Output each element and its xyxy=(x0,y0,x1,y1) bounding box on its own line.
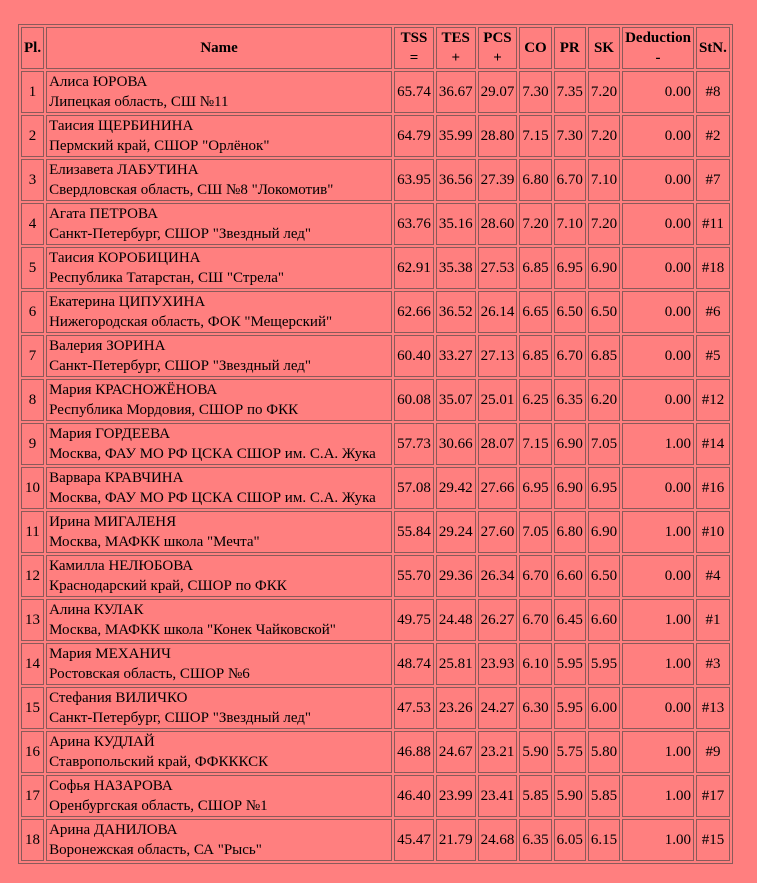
deduction-cell: 0.00 xyxy=(622,203,694,245)
co-cell: 5.85 xyxy=(519,775,551,817)
pr-cell: 6.50 xyxy=(554,291,586,333)
tes-cell: 36.56 xyxy=(436,159,476,201)
table-row xyxy=(21,467,730,509)
skater-name: Таисия КОРОБИЦИНА xyxy=(49,250,201,266)
tes-cell: 30.66 xyxy=(436,423,476,465)
sk-cell: 6.50 xyxy=(588,555,620,597)
header-pcs-op: + xyxy=(493,50,502,66)
co-cell: 7.15 xyxy=(519,423,551,465)
table-row xyxy=(21,247,730,289)
skater-name: Стефания ВИЛИЧКО xyxy=(49,690,188,706)
co-cell: 6.25 xyxy=(519,379,551,421)
skater-club: Ростовская область, СШОР №6 xyxy=(49,666,250,682)
skater-cell xyxy=(46,115,392,157)
skater-club: Республика Мордовия, СШОР по ФКК xyxy=(49,402,299,418)
table-body xyxy=(21,71,730,861)
sk-cell: 6.95 xyxy=(588,467,620,509)
header-deduction xyxy=(622,27,694,69)
header-tss xyxy=(394,27,434,69)
start-number-cell: #15 xyxy=(696,819,730,861)
skater-name: Варвара КРАВЧИНА xyxy=(49,470,184,486)
header-sk: SK xyxy=(588,27,620,69)
pr-cell: 6.70 xyxy=(554,335,586,377)
pr-cell: 5.75 xyxy=(554,731,586,773)
start-number-cell: #2 xyxy=(696,115,730,157)
sk-cell: 7.20 xyxy=(588,71,620,113)
co-cell: 6.80 xyxy=(519,159,551,201)
tes-cell: 23.99 xyxy=(436,775,476,817)
place-cell: 17 xyxy=(21,775,44,817)
pcs-cell: 24.27 xyxy=(478,687,518,729)
tes-cell: 29.24 xyxy=(436,511,476,553)
place-cell: 13 xyxy=(21,599,44,641)
header-deduction-label: Deduction xyxy=(625,30,691,46)
sk-cell: 6.85 xyxy=(588,335,620,377)
tes-cell: 29.42 xyxy=(436,467,476,509)
results-table xyxy=(18,24,733,864)
deduction-cell: 1.00 xyxy=(622,599,694,641)
co-cell: 6.35 xyxy=(519,819,551,861)
tss-cell: 64.79 xyxy=(394,115,434,157)
table-row xyxy=(21,115,730,157)
start-number-cell: #5 xyxy=(696,335,730,377)
skater-name: Мария МЕХАНИЧ xyxy=(49,646,171,662)
table-row xyxy=(21,775,730,817)
start-number-cell: #8 xyxy=(696,71,730,113)
skater-cell xyxy=(46,687,392,729)
start-number-cell: #11 xyxy=(696,203,730,245)
start-number-cell: #12 xyxy=(696,379,730,421)
place-cell: 6 xyxy=(21,291,44,333)
tss-cell: 45.47 xyxy=(394,819,434,861)
place-cell: 12 xyxy=(21,555,44,597)
skater-club: Нижегородская область, ФОК "Мещерский" xyxy=(49,314,333,330)
start-number-cell: #7 xyxy=(696,159,730,201)
table-row xyxy=(21,643,730,685)
tes-cell: 25.81 xyxy=(436,643,476,685)
place-cell: 2 xyxy=(21,115,44,157)
skater-name: Арина КУДЛАЙ xyxy=(49,734,155,750)
sk-cell: 6.60 xyxy=(588,599,620,641)
table-header xyxy=(21,27,730,69)
pr-cell: 5.95 xyxy=(554,687,586,729)
pcs-cell: 26.27 xyxy=(478,599,518,641)
tss-cell: 60.08 xyxy=(394,379,434,421)
header-name: Name xyxy=(46,27,392,69)
header-pcs-label: PCS xyxy=(483,30,512,46)
pcs-cell: 23.93 xyxy=(478,643,518,685)
co-cell: 6.65 xyxy=(519,291,551,333)
deduction-cell: 0.00 xyxy=(622,687,694,729)
skater-cell xyxy=(46,775,392,817)
tes-cell: 35.38 xyxy=(436,247,476,289)
pcs-cell: 23.21 xyxy=(478,731,518,773)
tss-cell: 62.66 xyxy=(394,291,434,333)
skater-name: Алиса ЮРОВА xyxy=(49,74,148,90)
deduction-cell: 0.00 xyxy=(622,159,694,201)
skater-cell xyxy=(46,555,392,597)
co-cell: 7.05 xyxy=(519,511,551,553)
header-co: CO xyxy=(519,27,551,69)
deduction-cell: 1.00 xyxy=(622,775,694,817)
co-cell: 6.10 xyxy=(519,643,551,685)
header-pr: PR xyxy=(554,27,586,69)
deduction-cell: 1.00 xyxy=(622,819,694,861)
tes-cell: 35.99 xyxy=(436,115,476,157)
start-number-cell: #18 xyxy=(696,247,730,289)
co-cell: 7.20 xyxy=(519,203,551,245)
co-cell: 6.95 xyxy=(519,467,551,509)
sk-cell: 6.50 xyxy=(588,291,620,333)
tss-cell: 63.76 xyxy=(394,203,434,245)
skater-club: Республика Татарстан, СШ "Стрела" xyxy=(49,270,285,286)
place-cell: 4 xyxy=(21,203,44,245)
header-tss-label: TSS xyxy=(400,30,428,46)
place-cell: 5 xyxy=(21,247,44,289)
sk-cell: 7.10 xyxy=(588,159,620,201)
skater-cell xyxy=(46,247,392,289)
pcs-cell: 28.80 xyxy=(478,115,518,157)
skater-cell xyxy=(46,291,392,333)
skater-club: Москва, ФАУ МО РФ ЦСКА СШОР им. С.А. Жука xyxy=(49,490,376,506)
start-number-cell: #6 xyxy=(696,291,730,333)
pcs-cell: 27.60 xyxy=(478,511,518,553)
pcs-cell: 29.07 xyxy=(478,71,518,113)
skater-cell xyxy=(46,819,392,861)
tes-cell: 33.27 xyxy=(436,335,476,377)
skater-cell xyxy=(46,731,392,773)
place-cell: 9 xyxy=(21,423,44,465)
skater-cell xyxy=(46,467,392,509)
tes-cell: 23.26 xyxy=(436,687,476,729)
deduction-cell: 1.00 xyxy=(622,511,694,553)
pr-cell: 6.95 xyxy=(554,247,586,289)
pcs-cell: 23.41 xyxy=(478,775,518,817)
skater-name: Таисия ЩЕРБИНИНА xyxy=(49,118,194,134)
pr-cell: 7.10 xyxy=(554,203,586,245)
pcs-cell: 24.68 xyxy=(478,819,518,861)
start-number-cell: #10 xyxy=(696,511,730,553)
tes-cell: 36.67 xyxy=(436,71,476,113)
sk-cell: 7.20 xyxy=(588,115,620,157)
pcs-cell: 28.60 xyxy=(478,203,518,245)
skater-club: Москва, МАФКК школа "Мечта" xyxy=(49,534,260,550)
skater-name: Софья НАЗАРОВА xyxy=(49,778,173,794)
pr-cell: 6.90 xyxy=(554,423,586,465)
tss-cell: 49.75 xyxy=(394,599,434,641)
table-row xyxy=(21,599,730,641)
place-cell: 14 xyxy=(21,643,44,685)
header-tes-label: TES xyxy=(441,30,470,46)
table-row xyxy=(21,511,730,553)
skater-cell xyxy=(46,599,392,641)
tes-cell: 35.07 xyxy=(436,379,476,421)
start-number-cell: #9 xyxy=(696,731,730,773)
skater-cell xyxy=(46,159,392,201)
tes-cell: 21.79 xyxy=(436,819,476,861)
header-row xyxy=(21,27,730,69)
place-cell: 1 xyxy=(21,71,44,113)
pr-cell: 6.70 xyxy=(554,159,586,201)
sk-cell: 6.00 xyxy=(588,687,620,729)
skater-club: Липецкая область, СШ №11 xyxy=(49,94,229,110)
pcs-cell: 27.13 xyxy=(478,335,518,377)
co-cell: 6.85 xyxy=(519,335,551,377)
header-tss-op: = xyxy=(409,50,419,66)
tes-cell: 24.67 xyxy=(436,731,476,773)
pcs-cell: 26.34 xyxy=(478,555,518,597)
tes-cell: 24.48 xyxy=(436,599,476,641)
co-cell: 6.30 xyxy=(519,687,551,729)
pr-cell: 6.60 xyxy=(554,555,586,597)
deduction-cell: 0.00 xyxy=(622,115,694,157)
tss-cell: 60.40 xyxy=(394,335,434,377)
sk-cell: 5.80 xyxy=(588,731,620,773)
skater-name: Мария ГОРДЕЕВА xyxy=(49,426,171,442)
co-cell: 7.30 xyxy=(519,71,551,113)
co-cell: 6.70 xyxy=(519,555,551,597)
place-cell: 10 xyxy=(21,467,44,509)
table-row xyxy=(21,71,730,113)
deduction-cell: 0.00 xyxy=(622,555,694,597)
skater-name: Елизавета ЛАБУТИНА xyxy=(49,162,199,178)
skater-name: Ирина МИГАЛЕНЯ xyxy=(49,514,177,530)
skater-club: Москва, МАФКК школа "Конек Чайковской" xyxy=(49,622,336,638)
skater-club: Воронежская область, СА "Рысь" xyxy=(49,842,262,858)
pcs-cell: 27.39 xyxy=(478,159,518,201)
skater-cell xyxy=(46,335,392,377)
pr-cell: 6.35 xyxy=(554,379,586,421)
tes-cell: 29.36 xyxy=(436,555,476,597)
skater-cell xyxy=(46,511,392,553)
sk-cell: 6.90 xyxy=(588,247,620,289)
deduction-cell: 1.00 xyxy=(622,643,694,685)
pcs-cell: 27.66 xyxy=(478,467,518,509)
deduction-cell: 0.00 xyxy=(622,247,694,289)
co-cell: 6.85 xyxy=(519,247,551,289)
skater-club: Пермский край, СШОР "Орлёнок" xyxy=(49,138,270,154)
table-row xyxy=(21,555,730,597)
tss-cell: 57.73 xyxy=(394,423,434,465)
co-cell: 5.90 xyxy=(519,731,551,773)
start-number-cell: #17 xyxy=(696,775,730,817)
skater-name: Камилла НЕЛЮБОВА xyxy=(49,558,194,574)
pcs-cell: 28.07 xyxy=(478,423,518,465)
start-number-cell: #1 xyxy=(696,599,730,641)
skater-cell xyxy=(46,423,392,465)
sk-cell: 5.85 xyxy=(588,775,620,817)
tss-cell: 63.95 xyxy=(394,159,434,201)
skater-name: Агата ПЕТРОВА xyxy=(49,206,158,222)
pr-cell: 6.45 xyxy=(554,599,586,641)
sk-cell: 6.20 xyxy=(588,379,620,421)
skater-cell xyxy=(46,643,392,685)
table-row xyxy=(21,423,730,465)
skater-cell xyxy=(46,203,392,245)
header-start-number: StN. xyxy=(696,27,730,69)
skater-name: Екатерина ЦИПУХИНА xyxy=(49,294,206,310)
skater-club: Санкт-Петербург, СШОР "Звездный лед" xyxy=(49,358,312,374)
start-number-cell: #4 xyxy=(696,555,730,597)
place-cell: 15 xyxy=(21,687,44,729)
table-row xyxy=(21,159,730,201)
skater-club: Оренбургская область, СШОР №1 xyxy=(49,798,268,814)
skater-club: Санкт-Петербург, СШОР "Звездный лед" xyxy=(49,710,312,726)
table-row xyxy=(21,335,730,377)
tes-cell: 35.16 xyxy=(436,203,476,245)
sk-cell: 5.95 xyxy=(588,643,620,685)
pcs-cell: 26.14 xyxy=(478,291,518,333)
tss-cell: 48.74 xyxy=(394,643,434,685)
pr-cell: 6.05 xyxy=(554,819,586,861)
tss-cell: 46.88 xyxy=(394,731,434,773)
tss-cell: 65.74 xyxy=(394,71,434,113)
header-place: Pl. xyxy=(21,27,44,69)
start-number-cell: #13 xyxy=(696,687,730,729)
tss-cell: 47.53 xyxy=(394,687,434,729)
sk-cell: 7.20 xyxy=(588,203,620,245)
skater-club: Санкт-Петербург, СШОР "Звездный лед" xyxy=(49,226,312,242)
start-number-cell: #14 xyxy=(696,423,730,465)
tss-cell: 57.08 xyxy=(394,467,434,509)
deduction-cell: 0.00 xyxy=(622,379,694,421)
co-cell: 7.15 xyxy=(519,115,551,157)
place-cell: 3 xyxy=(21,159,44,201)
place-cell: 7 xyxy=(21,335,44,377)
table-row xyxy=(21,203,730,245)
table-row xyxy=(21,379,730,421)
sk-cell: 7.05 xyxy=(588,423,620,465)
tss-cell: 55.70 xyxy=(394,555,434,597)
sk-cell: 6.90 xyxy=(588,511,620,553)
tss-cell: 55.84 xyxy=(394,511,434,553)
place-cell: 16 xyxy=(21,731,44,773)
skater-club: Ставропольский край, ФФКККСК xyxy=(49,754,269,770)
deduction-cell: 0.00 xyxy=(622,291,694,333)
skater-cell xyxy=(46,379,392,421)
co-cell: 6.70 xyxy=(519,599,551,641)
pr-cell: 6.80 xyxy=(554,511,586,553)
skater-cell xyxy=(46,71,392,113)
skater-name: Валерия ЗОРИНА xyxy=(49,338,166,354)
place-cell: 11 xyxy=(21,511,44,553)
header-pcs xyxy=(478,27,518,69)
pcs-cell: 25.01 xyxy=(478,379,518,421)
deduction-cell: 0.00 xyxy=(622,335,694,377)
tss-cell: 46.40 xyxy=(394,775,434,817)
pcs-cell: 27.53 xyxy=(478,247,518,289)
header-deduction-op: - xyxy=(655,50,661,66)
pr-cell: 5.90 xyxy=(554,775,586,817)
pr-cell: 7.35 xyxy=(554,71,586,113)
skater-club: Свердловская область, СШ №8 "Локомотив" xyxy=(49,182,334,198)
table-row xyxy=(21,819,730,861)
place-cell: 18 xyxy=(21,819,44,861)
deduction-cell: 1.00 xyxy=(622,423,694,465)
sk-cell: 6.15 xyxy=(588,819,620,861)
skater-name: Алина КУЛАК xyxy=(49,602,144,618)
pr-cell: 6.90 xyxy=(554,467,586,509)
tss-cell: 62.91 xyxy=(394,247,434,289)
deduction-cell: 1.00 xyxy=(622,731,694,773)
start-number-cell: #16 xyxy=(696,467,730,509)
skater-club: Краснодарский край, СШОР по ФКК xyxy=(49,578,287,594)
place-cell: 8 xyxy=(21,379,44,421)
skater-name: Арина ДАНИЛОВА xyxy=(49,822,178,838)
header-tes xyxy=(436,27,476,69)
deduction-cell: 0.00 xyxy=(622,467,694,509)
deduction-cell: 0.00 xyxy=(622,71,694,113)
start-number-cell: #3 xyxy=(696,643,730,685)
pr-cell: 5.95 xyxy=(554,643,586,685)
table-row xyxy=(21,687,730,729)
skater-name: Мария КРАСНОЖЁНОВА xyxy=(49,382,218,398)
table-row xyxy=(21,731,730,773)
skater-club: Москва, ФАУ МО РФ ЦСКА СШОР им. С.А. Жука xyxy=(49,446,376,462)
tes-cell: 36.52 xyxy=(436,291,476,333)
header-tes-op: + xyxy=(451,50,460,66)
pr-cell: 7.30 xyxy=(554,115,586,157)
table-row xyxy=(21,291,730,333)
